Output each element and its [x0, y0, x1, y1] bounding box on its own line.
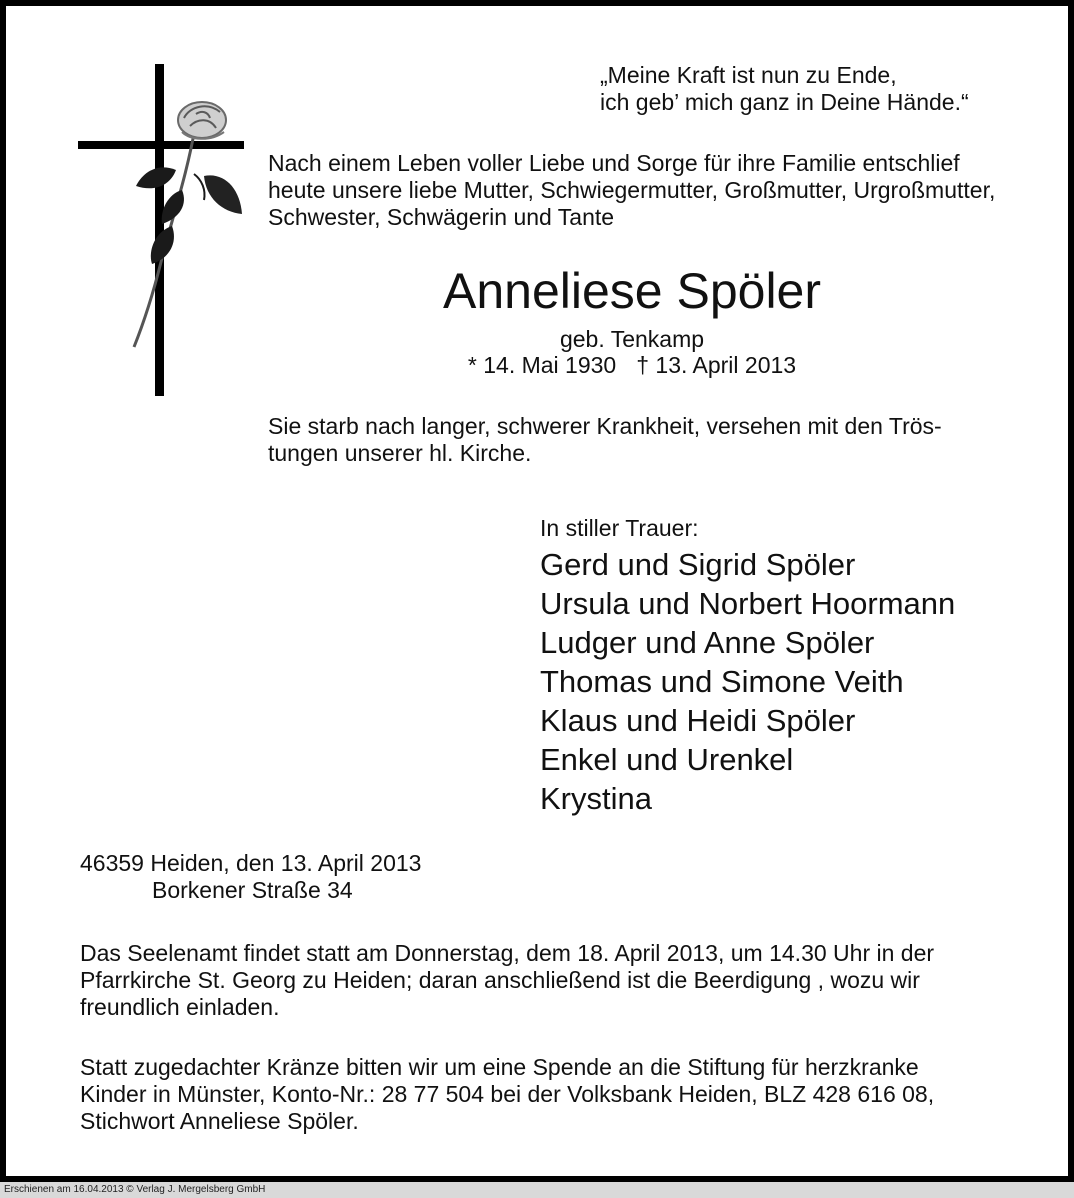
death-text: [268, 413, 996, 467]
mourner-name: Ursula und Norbert Hoormann: [540, 586, 956, 621]
address-street: Borkener Straße 34: [152, 877, 353, 903]
death-text-line: tungen unserer hl. Kirche.: [268, 440, 532, 466]
intro-text: [268, 150, 996, 231]
intro-line: Schwester, Schwägerin und Tante: [268, 204, 615, 230]
birth-name: geb. Tenkamp: [559, 326, 705, 352]
donation-line: Statt zugedachter Kränze bitten wir um eine Spende an die Stiftung für herzkranke: [80, 1054, 919, 1080]
life-dates: [268, 352, 996, 379]
death-text-line: Sie starb nach langer, schwerer Krankheit, versehen mit den Trös-: [268, 413, 942, 439]
service-line: freundlich einladen.: [80, 994, 280, 1020]
birth-date: * 14. Mai 1930: [467, 352, 617, 378]
intro-line: heute unsere liebe Mutter, Schwiegermutter, Großmutter, Urgroßmutter,: [268, 177, 996, 203]
deceased-name: Anneliese Spöler: [442, 263, 822, 319]
mourner-name: Klaus und Heidi Spöler: [540, 703, 856, 738]
service-line: Das Seelenamt findet statt am Donnerstag, dem 18. April 2013, um 14.30 Uhr in der: [80, 940, 935, 966]
cross-icon: [76, 62, 246, 398]
mourning-label: In stiller Trauer:: [540, 515, 699, 541]
mourner-name: Gerd und Sigrid Spöler: [540, 547, 856, 582]
mourners-list: [540, 545, 955, 818]
mourner-name: Enkel und Urenkel: [540, 742, 794, 777]
address-city-date: 46359 Heiden, den 13. April 2013: [80, 850, 422, 876]
rose-icon: [134, 102, 242, 347]
mourner-name: Krystina: [540, 781, 652, 816]
service-line: Pfarrkirche St. Georg zu Heiden; daran anschließend ist die Beerdigung , wozu wir: [80, 967, 920, 993]
mourner-name: Ludger und Anne Spöler: [540, 625, 875, 660]
quote: [600, 62, 969, 116]
donation-line: Stichwort Anneliese Spöler.: [80, 1108, 359, 1134]
quote-line: ich geb’ mich ganz in Deine Hände.“: [600, 89, 969, 115]
quote-line: „Meine Kraft ist nun zu Ende,: [600, 62, 897, 88]
service-notice: [80, 940, 996, 1021]
publication-footer: Erschienen am 16.04.2013 © Verlag J. Mergelsberg GmbH: [4, 1184, 266, 1195]
death-date: † 13. April 2013: [636, 352, 797, 378]
donation-notice: [80, 1054, 996, 1135]
intro-line: Nach einem Leben voller Liebe und Sorge für ihre Familie entschlief: [268, 150, 960, 176]
mourner-name: Thomas und Simone Veith: [540, 664, 904, 699]
donation-line: Kinder in Münster, Konto-Nr.: 28 77 504 bei der Volksbank Heiden, BLZ 428 616 08,: [80, 1081, 935, 1107]
